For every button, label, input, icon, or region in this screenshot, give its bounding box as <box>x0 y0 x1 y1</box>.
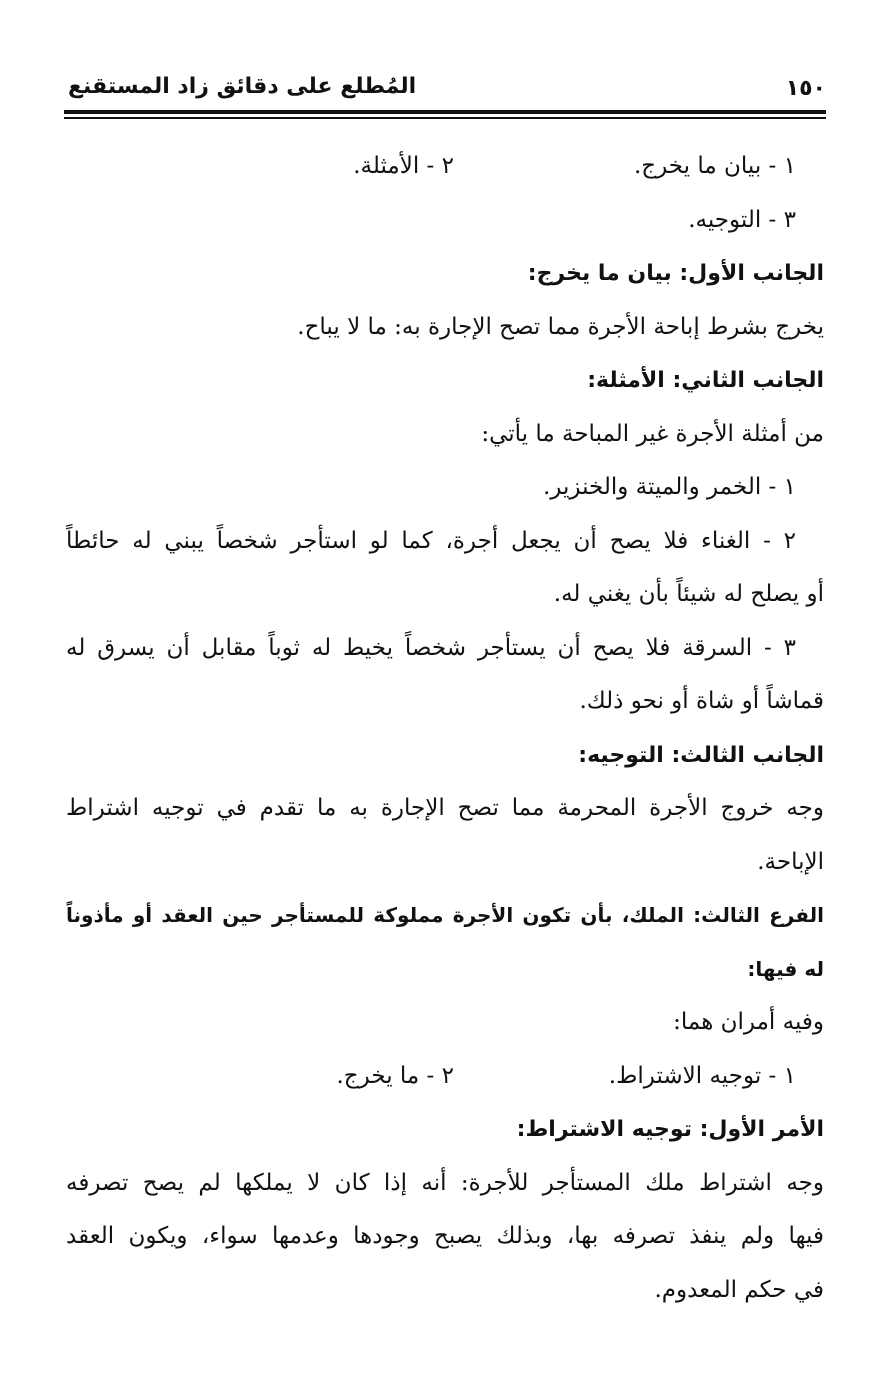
list-item: ٢ - الأمثلة. <box>353 153 454 179</box>
paragraph-line: من أمثلة الأجرة غير المباحة ما يأتي: <box>481 420 824 447</box>
paragraph-line: في حكم المعدوم. <box>654 1276 824 1303</box>
section-heading: الجانب الأول: بيان ما يخرج: <box>527 261 824 286</box>
list-item: ٣ - السرقة فلا يصح أن يستأجر شخصاً يخيط له ثوباً مقابل أن يسرق له <box>66 634 796 661</box>
running-header <box>64 70 826 110</box>
header-rule-thick <box>64 110 826 114</box>
header-rule-thin <box>64 117 826 119</box>
list-item: ١ - بيان ما يخرج. <box>633 153 796 179</box>
page-body <box>66 140 824 1317</box>
paragraph-line: وجه اشتراط ملك المستأجر للأجرة: أنه إذا كان لا يملكها لم يصح تصرفه <box>66 1169 824 1196</box>
branch-heading: الفرع الثالث: الملك، بأن تكون الأجرة مملوكة للمستأجر حين العقد أو مأذوناً <box>66 903 824 927</box>
list-line <box>66 140 824 194</box>
list-line <box>66 1050 824 1104</box>
paragraph-line: وفيه أمران هما: <box>673 1009 824 1035</box>
section-heading: الجانب الثاني: الأمثلة: <box>587 368 824 393</box>
list-item: ١ - توجيه الاشتراط. <box>608 1062 796 1089</box>
paragraph-line: يخرج بشرط إباحة الأجرة مما تصح الإجارة به: ما لا يباح. <box>297 313 824 340</box>
list-item: ١ - الخمر والميتة والخنزير. <box>542 474 796 500</box>
list-item: ٣ - التوجيه. <box>688 206 796 233</box>
book-title: المُطلع على دقائق زاد المستقنع <box>68 74 417 99</box>
branch-heading: له فيها: <box>747 956 824 981</box>
page-number: ١٥٠ <box>785 76 826 101</box>
paragraph-line: وجه خروج الأجرة المحرمة مما تصح الإجارة به ما تقدم في توجيه اشتراط <box>66 795 824 821</box>
paragraph-line: أو يصلح له شيئاً بأن يغني له. <box>553 581 824 607</box>
section-heading: الجانب الثالث: التوجيه: <box>578 742 824 768</box>
list-item: ٢ - الغناء فلا يصح أن يجعل أجرة، كما لو استأجر شخصاً يبني له حائطاً <box>66 527 796 554</box>
paragraph-line: قماشاً أو شاة أو نحو ذلك. <box>579 688 824 714</box>
paragraph-line: الإباحة. <box>757 848 824 875</box>
list-item: ٢ - ما يخرج. <box>336 1062 454 1089</box>
section-heading: الأمر الأول: توجيه الاشتراط: <box>516 1117 824 1142</box>
paragraph-line: فيها ولم ينفذ تصرفه بها، وبذلك يصبح وجودها وعدمها سواء، ويكون العقد <box>66 1223 824 1249</box>
